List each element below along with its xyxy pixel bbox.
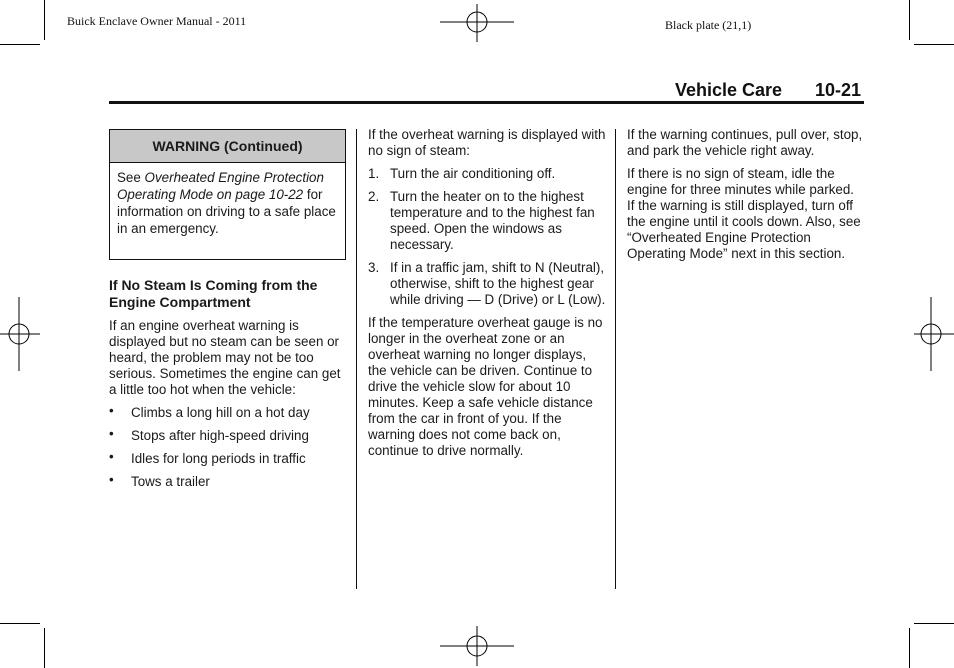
section-title: Vehicle Care (675, 80, 783, 100)
crop-mark (914, 623, 954, 624)
page-number: 10-21 (815, 80, 862, 100)
bullet-icon: • (109, 426, 114, 441)
column-1 (109, 277, 347, 497)
warning-text-post: for information on driving to a safe place in an emergency. (117, 187, 336, 236)
list-item: 2. Turn the heater on to the highest temperature and to the highest fan speed. Open the windows as necessary. (368, 189, 595, 252)
list-item: 1. Turn the air conditioning off. (368, 166, 556, 181)
crop-mark (914, 44, 954, 45)
header-rule (109, 101, 864, 104)
crop-mark (0, 623, 40, 624)
column-divider (615, 129, 616, 589)
paragraph: If there is no sign of steam, idle the engine for three minutes while parked. If the warning is still displayed, turn off the engine until it cools down. Also, see “Overheated Engine Protection Operating Mode” next in this section. (627, 166, 861, 261)
crop-mark (0, 44, 40, 45)
warning-text-pre: See (117, 170, 145, 185)
column-3 (627, 127, 863, 269)
bullet-icon: • (109, 449, 114, 464)
column-2 (368, 127, 606, 466)
column-divider (356, 129, 357, 589)
registration-mark-icon (0, 297, 40, 371)
warning-crossref: Overheated Engine Protection Operating Mode on page 10-22 (117, 170, 324, 202)
steps-list (368, 166, 606, 308)
plate-label: Black plate (21,1) (665, 18, 752, 32)
crop-mark (909, 628, 910, 668)
list-item: • Idles for long periods in traffic (109, 449, 306, 466)
bullet-icon: • (109, 403, 114, 418)
intro-paragraph: If an engine overheat warning is displayed but no steam can be seen or heard, the problem may not be too serious. Sometimes the engine can get a little too hot when the vehicle: (109, 318, 341, 397)
crop-mark (44, 0, 45, 40)
paragraph: If the warning continues, pull over, stop, and park the vehicle right away. (627, 127, 863, 158)
closing-paragraph: If the temperature overheat gauge is no longer in the overheat zone or an overheat warning no longer displays, the vehicle can be driven. Continue to drive the vehicle slow for about 10 minutes. Keep a safe vehicle distance from the car in front of you. If the warning does not come back on, continue to drive normally. (368, 315, 603, 458)
list-item: • Stops after high-speed driving (109, 426, 309, 443)
manual-title: Buick Enclave Owner Manual - 2011 (67, 14, 247, 28)
warning-text (110, 163, 345, 237)
registration-mark-icon (914, 297, 954, 371)
list-item: • Tows a trailer (109, 472, 210, 489)
warning-box (109, 129, 346, 260)
bullet-icon: • (109, 472, 114, 487)
list-item: • Climbs a long hill on a hot day (109, 403, 310, 420)
crop-mark (44, 628, 45, 668)
registration-mark-icon (440, 626, 514, 666)
intro-paragraph: If the overheat warning is displayed with no sign of steam: (368, 127, 606, 158)
bullet-list (109, 405, 347, 490)
subheading: If No Steam Is Coming from the Engine Compartment (109, 277, 318, 310)
warning-heading: WARNING (Continued) (110, 130, 345, 163)
list-item: 3. If in a traffic jam, shift to N (Neutral), otherwise, shift to the highest gear while driving — D (Drive) or L (Low). (368, 260, 606, 307)
registration-mark-icon (440, 4, 514, 42)
crop-mark (909, 0, 910, 40)
